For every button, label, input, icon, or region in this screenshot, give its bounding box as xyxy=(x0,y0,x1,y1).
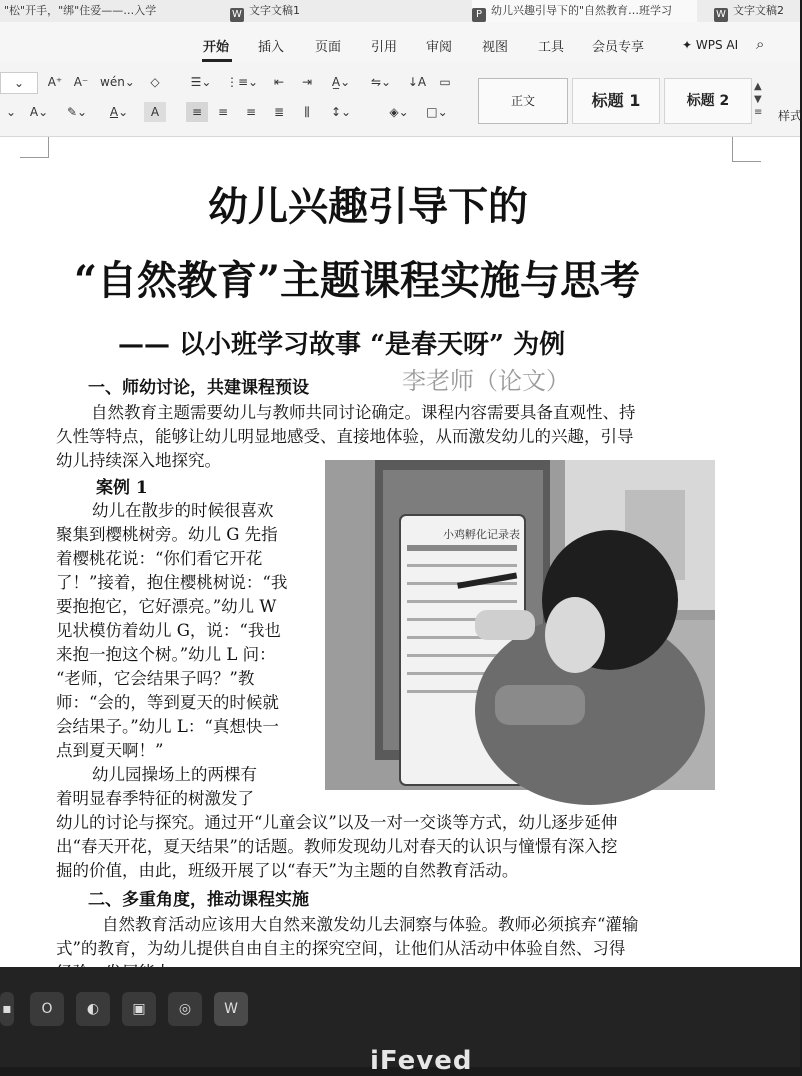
tab-label: "松"开手，"绑"住爱——…入学 xyxy=(4,4,157,17)
paragraph-line: 掘的价值，由此，班级开展了以“春天”为主题的自然教育活动。 xyxy=(56,861,519,880)
align-left-icon[interactable]: ≡ xyxy=(186,102,208,122)
browser-icon[interactable]: ◐ xyxy=(76,992,110,1026)
document-page[interactable] xyxy=(0,137,800,967)
doc-title-line-1: 幼儿兴趣引导下的 xyxy=(208,183,528,230)
table-icon[interactable]: ▭ xyxy=(439,75,451,89)
tab-label: 文字文稿1 xyxy=(249,4,300,17)
font-color-icon[interactable]: A⌄ xyxy=(109,105,129,119)
font-size-dropdown[interactable] xyxy=(0,72,38,94)
style-heading-2[interactable]: 标题 2 xyxy=(664,78,752,124)
ai-icon: ✦ xyxy=(682,38,696,52)
paragraph-line: 出“春天开花，夏天结果”的话题。教师发现幼儿对春天的认识与憧憬有深入挖 xyxy=(56,837,618,856)
tab-label: 文字文稿2 xyxy=(733,4,784,17)
document-tab-bar xyxy=(0,0,800,23)
case-line: 幼儿在散步的时候很喜欢 xyxy=(92,501,274,520)
paragraph-line: 自然教育活动应该用大自然来激发幼儿去洞察与体验。教师必须摈弃“灌输 xyxy=(102,915,639,934)
align-right-icon[interactable]: ≡ xyxy=(245,105,257,119)
case-heading: 案例 1 xyxy=(96,478,148,498)
tab-document-2[interactable] xyxy=(472,0,697,22)
tab-label: 幼儿兴趣引导下的"自然教育…班学习 xyxy=(491,4,673,17)
text-direction-icon[interactable]: ⇋⌄ xyxy=(370,75,392,89)
tab-document-3[interactable] xyxy=(714,0,800,22)
paragraph-line: 式”的教育，为幼儿提供自由自主的探究空间，让他们从活动中体验自然、习得 xyxy=(56,939,626,958)
case-line: “老师，它会结果子吗？”教 xyxy=(56,669,255,688)
case-line: 会结果子。”幼儿 L：“真想快一 xyxy=(56,717,279,736)
phonetic-guide-icon[interactable]: wén⌄ xyxy=(100,75,135,89)
font-grow-icon[interactable]: A⁺ xyxy=(47,75,63,89)
case-line: 点到夏天啊！” xyxy=(56,741,164,760)
tab-document-0[interactable] xyxy=(4,0,214,22)
menu-tools[interactable]: 工具 xyxy=(538,40,565,55)
menu-wps-ai[interactable] xyxy=(682,38,738,52)
clear-format-icon[interactable]: ◇ xyxy=(150,75,160,89)
chat-icon[interactable]: ◎ xyxy=(168,992,202,1026)
align-center-icon[interactable]: ≡ xyxy=(217,105,229,119)
style-scroll-arrows[interactable]: ▲ ▼ ≡ xyxy=(754,81,763,118)
chevron-down-icon: ⌄ xyxy=(13,76,25,90)
tab-document-1[interactable] xyxy=(230,0,400,22)
classroom-photo xyxy=(325,460,715,790)
case-line: 着明显春季特征的树激发了 xyxy=(56,789,254,808)
menu-member[interactable]: 会员专享 xyxy=(592,40,645,55)
monitor-brand: iFeved xyxy=(370,1046,473,1076)
char-spacing-icon[interactable]: A̲⌄ xyxy=(331,75,351,89)
outlook-icon[interactable]: O xyxy=(30,992,64,1026)
wps-ai-label: WPS AI xyxy=(695,38,739,52)
font-shrink-icon[interactable]: A⁻ xyxy=(73,75,89,89)
paragraph-line: 久性等特点，能够让幼儿明显地感受、直接地体验，从而激发幼儿的兴趣，引导 xyxy=(56,427,634,446)
menu-insert[interactable]: 插入 xyxy=(258,40,285,55)
highlight-icon[interactable]: ✎⌄ xyxy=(66,105,88,119)
wps-icon[interactable]: W xyxy=(214,992,248,1026)
menu-view[interactable]: 视图 xyxy=(482,40,509,55)
margin-corner-mark xyxy=(732,137,761,162)
case-line: 幼儿园操场上的两棵有 xyxy=(92,765,257,784)
bullet-list-icon[interactable]: ☰⌄ xyxy=(190,75,212,89)
ribbon-menu-bar xyxy=(0,22,800,62)
numbered-list-icon[interactable]: ⋮≡⌄ xyxy=(226,75,259,89)
case-line: 师：“会的，等到夏天的时候就 xyxy=(56,693,279,712)
underline-dropdown-icon[interactable]: ⌄ xyxy=(5,105,17,119)
menu-review[interactable]: 审阅 xyxy=(426,40,453,55)
border-icon[interactable]: □⌄ xyxy=(426,105,448,119)
case-line: 了！”接着，抱住樱桃树说：“我 xyxy=(56,573,288,592)
menu-home[interactable]: 开始 xyxy=(203,40,230,55)
section-heading-2: 二、多重角度，推动课程实施 xyxy=(88,890,309,910)
style-normal[interactable]: 正文 xyxy=(478,78,568,124)
section-heading-1: 一、师幼讨论，共建课程预设 xyxy=(88,378,309,398)
doc-title-line-2: “自然教育”主题课程实施与思考 xyxy=(74,257,641,304)
text-effect-icon[interactable]: A⌄ xyxy=(29,105,49,119)
menu-page[interactable]: 页面 xyxy=(315,40,342,55)
case-line: 要抱抱它，它好漂亮。”幼儿 W xyxy=(56,597,277,616)
case-line: 见状模仿着幼儿 G，说：“我也 xyxy=(56,621,281,640)
shading-fill-icon[interactable]: ◈⌄ xyxy=(389,105,409,119)
search-icon[interactable]: ⌕ xyxy=(756,35,765,53)
case-line: 来抱一抱这个树。”幼儿 L 问： xyxy=(56,645,276,664)
style-pane-button[interactable]: 样式 xyxy=(778,109,802,123)
pdf-doc-icon: P xyxy=(472,8,486,22)
doc-subtitle: —— 以小班学习故事 “是春天呀” 为例 xyxy=(118,330,566,360)
watermark: 李老师（论文） xyxy=(402,367,570,395)
writer-doc-icon: W xyxy=(230,8,244,22)
increase-indent-icon[interactable]: ⇥ xyxy=(301,75,313,89)
line-spacing-icon[interactable]: ↕⌄ xyxy=(330,105,352,119)
justify-icon[interactable]: ≣ xyxy=(273,105,285,119)
margin-corner-mark xyxy=(20,137,49,158)
decrease-indent-icon[interactable]: ⇤ xyxy=(273,75,285,89)
poster-title: 小鸡孵化记录表 xyxy=(443,528,520,541)
case-line: 聚集到樱桃树旁。幼儿 G 先指 xyxy=(56,525,278,544)
app-icon[interactable]: ▪ xyxy=(0,992,14,1026)
style-heading-1[interactable]: 标题 1 xyxy=(572,78,660,124)
distributed-align-icon[interactable]: ⫼ xyxy=(304,105,310,119)
child-writing-photo xyxy=(325,460,715,790)
case-line: 着樱桃花说：“你们看它开花 xyxy=(56,549,263,568)
paragraph-line: 幼儿的讨论与探究。通过开“儿童会议”以及一对一交谈等方式，幼儿逐步延伸 xyxy=(56,813,618,832)
menu-references[interactable]: 引用 xyxy=(371,40,398,55)
window-switch-icon[interactable]: ▣ xyxy=(122,992,156,1026)
paragraph-line: 幼儿持续深入地探究。 xyxy=(56,451,221,470)
char-shading-icon[interactable]: A xyxy=(144,102,166,122)
sort-icon[interactable]: ↓A xyxy=(407,75,427,89)
paragraph-line: 自然教育主题需要幼儿与教师共同讨论确定。课程内容需要具备直观性、持 xyxy=(91,403,636,422)
writer-doc-icon: W xyxy=(714,8,728,22)
